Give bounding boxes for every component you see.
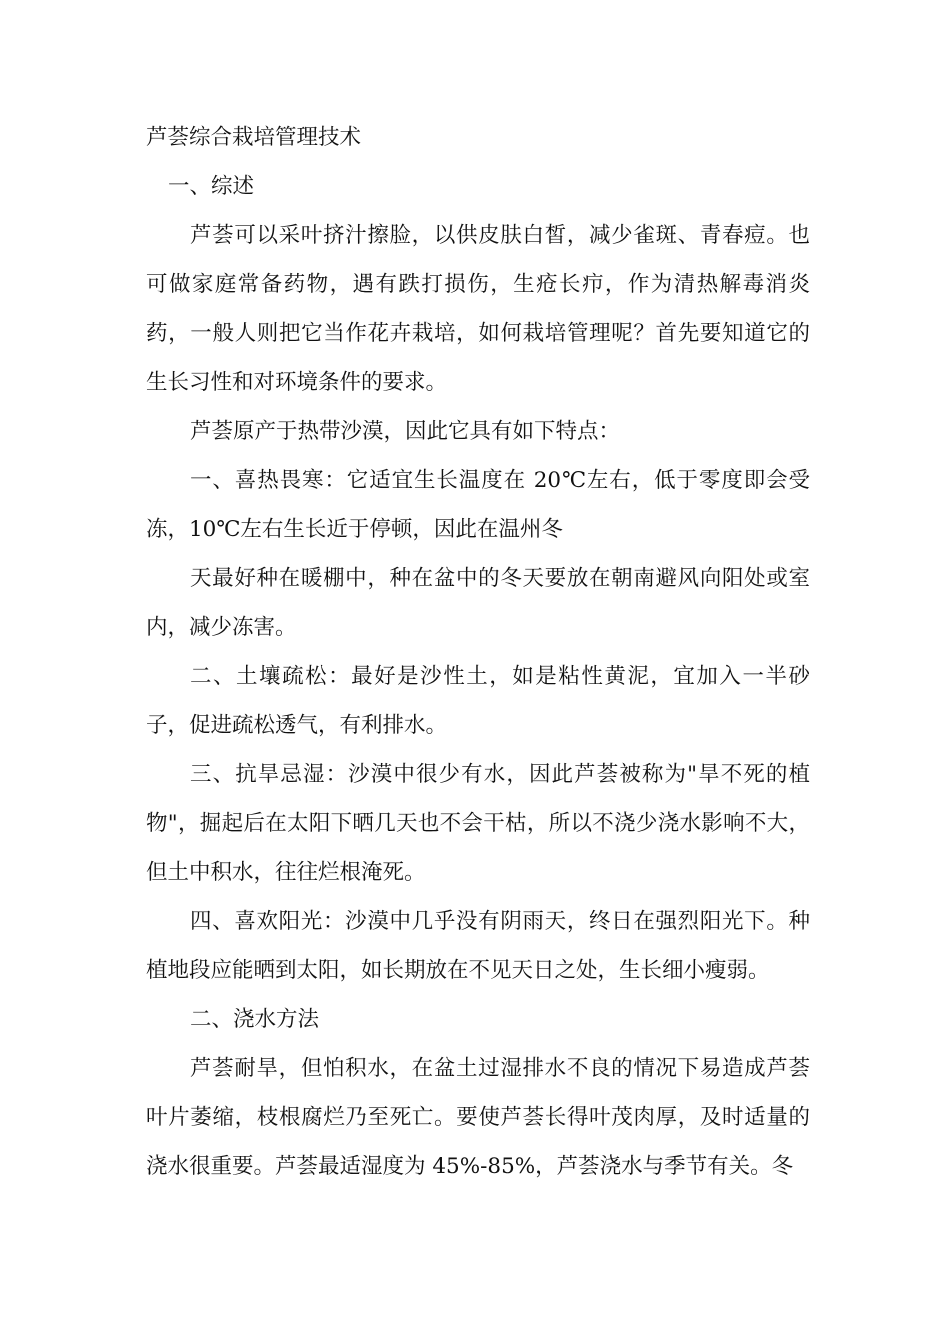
paragraph-drought: 三、抗旱忌湿：沙漠中很少有水，因此芦荟被称为"旱不死的植物"，掘起后在太阳下晒几天也不会干枯，所以不浇少浇水影响不大，但土中积水，往往烂根淹死。 bbox=[146, 762, 810, 885]
paragraph-origin: 芦荟原产于热带沙漠，因此它具有如下特点： bbox=[190, 419, 621, 444]
section-heading-overview: 一、综述 bbox=[168, 174, 255, 199]
document-title: 芦荟综合栽培管理技术 bbox=[146, 125, 362, 150]
paragraph-intro: 芦荟可以采叶挤汁擦脸，以供皮肤白皙，减少雀斑、青春痘。也可做家庭常备药物，遇有跌打损伤，生疮长疖，作为清热解毒消炎药，一般人则把它当作花卉栽培，如何栽培管理呢？首先要知道它的生长习性和对环境条件的要求。 bbox=[146, 223, 810, 395]
paragraph-sunlight: 四、喜欢阳光：沙漠中几乎没有阴雨天，终日在强烈阳光下。种植地段应能晒到太阳，如长期放在不见天日之处，生长细小瘦弱。 bbox=[146, 909, 810, 983]
section-heading-watering: 二、浇水方法 bbox=[190, 1007, 320, 1032]
paragraph-soil: 二、土壤疏松：最好是沙性土，如是粘性黄泥，宜加入一半砂子，促进疏松透气，有利排水。 bbox=[146, 664, 810, 738]
paragraph-watering: 芦荟耐旱，但怕积水，在盆土过湿排水不良的情况下易造成芦荟叶片萎缩，枝根腐烂乃至死亡。要使芦荟长得叶茂肉厚，及时适量的浇水很重要。芦荟最适湿度为 45%-85%，芦荟浇水与季节有关。冬 bbox=[146, 1056, 810, 1179]
paragraph-heat: 一、喜热畏寒：它适宜生长温度在 20℃左右，低于零度即会受冻，10℃左右生长近于停顿，因此在温州冬 bbox=[146, 468, 810, 542]
paragraph-winter: 天最好种在暖棚中，种在盆中的冬天要放在朝南避风向阳处或室内，减少冻害。 bbox=[146, 566, 810, 640]
document-body bbox=[146, 113, 810, 1191]
